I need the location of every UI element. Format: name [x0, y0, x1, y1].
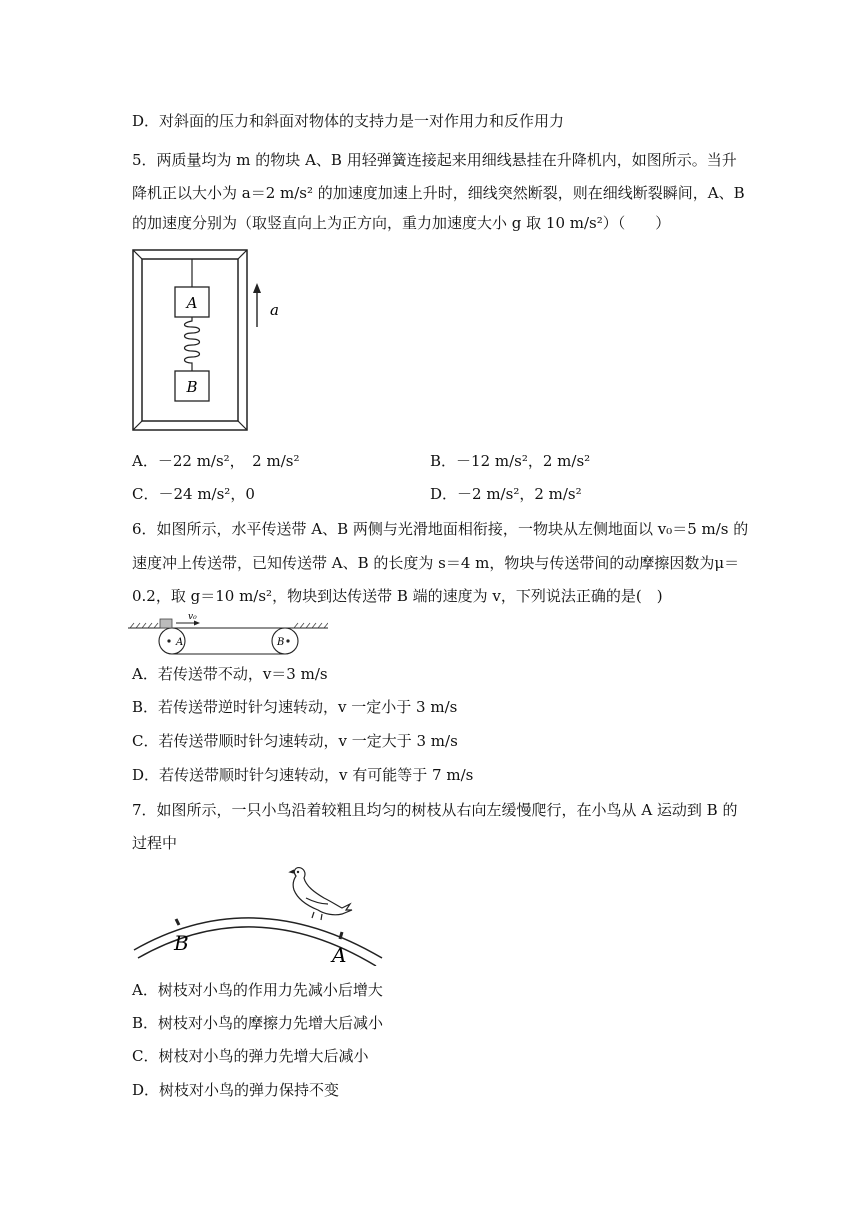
- q5-stem-line1: 5．两质量均为 m 的物块 A、B 用轻弹簧连接起来用细线悬挂在升降机内，如图所示。当升: [132, 151, 737, 169]
- q5-option-c: C．－24 m/s²，0: [132, 485, 255, 503]
- q6-stem-line1: 6．如图所示，水平传送带 A、B 两侧与光滑地面相衔接，一物块从左侧地面以 v₀＝5 m/s 的: [132, 520, 749, 538]
- q7-stem-line1: 7．如图所示，一只小鸟沿着较粗且均匀的树枝从右向左缓慢爬行，在小鸟从 A 运动到 B 的: [132, 801, 738, 819]
- q6-option-b: B．若传送带逆时针匀速转动，v 一定小于 3 m/s: [132, 698, 458, 716]
- q7-stem-line2: 过程中: [132, 834, 178, 852]
- q5-elevator-figure: [130, 247, 300, 435]
- acceleration-label: a: [270, 301, 279, 319]
- q7-option-c: C．树枝对小鸟的弹力先增大后减小: [132, 1047, 369, 1065]
- q7-option-b: B．树枝对小鸟的摩擦力先增大后减小: [132, 1014, 384, 1032]
- q6-stem-line3: 0.2，取 g＝10 m/s²，物块到达传送带 B 端的速度为 v，下列说法正确的是( ): [132, 587, 663, 605]
- q6-option-a: A．若传送带不动，v＝3 m/s: [132, 665, 328, 683]
- q5-stem-line2: 降机正以大小为 a＝2 m/s² 的加速度加速上升时，细线突然断裂，则在细线断裂瞬间，A、B: [132, 184, 745, 202]
- q6-option-d: D．若传送带顺时针匀速转动，v 有可能等于 7 m/s: [132, 766, 474, 784]
- point-a-label: A: [332, 943, 347, 966]
- q6-conveyor-figure: [128, 612, 328, 658]
- q7-option-a: A．树枝对小鸟的作用力先减小后增大: [132, 981, 383, 999]
- block-a-label: A: [186, 294, 198, 312]
- q7-option-d: D．树枝对小鸟的弹力保持不变: [132, 1081, 340, 1099]
- block-b-label: B: [186, 378, 198, 396]
- v0-label: v₀: [188, 612, 197, 622]
- q6-option-c: C．若传送带顺时针匀速转动，v 一定大于 3 m/s: [132, 732, 458, 750]
- q7-branch-bird-figure: [128, 862, 388, 966]
- pulley-b: [272, 628, 298, 654]
- q5-option-d: D．－2 m/s²，2 m/s²: [430, 485, 582, 503]
- spring: [185, 317, 200, 371]
- q5-option-a: A．－22 m/s²， 2 m/s²: [132, 452, 300, 470]
- q5-stem-line3: 的加速度分别为（取竖直向上为正方向，重力加速度大小 g 取 10 m/s²）（ ）: [132, 214, 671, 232]
- bird-icon: [290, 868, 352, 920]
- point-b-label: B: [174, 931, 189, 955]
- q6-stem-line2: 速度冲上传送带，已知传送带 A、B 的长度为 s＝4 m，物块与传送带间的动摩擦因数为μ＝: [132, 554, 740, 572]
- pulley-b-label: B: [277, 637, 285, 648]
- block: [160, 619, 172, 628]
- q4-option-d: D．对斜面的压力和斜面对物体的支持力是一对作用力和反作用力: [132, 112, 565, 130]
- q5-option-b: B．－12 m/s²，2 m/s²: [430, 452, 591, 470]
- pulley-a-label: A: [176, 637, 184, 648]
